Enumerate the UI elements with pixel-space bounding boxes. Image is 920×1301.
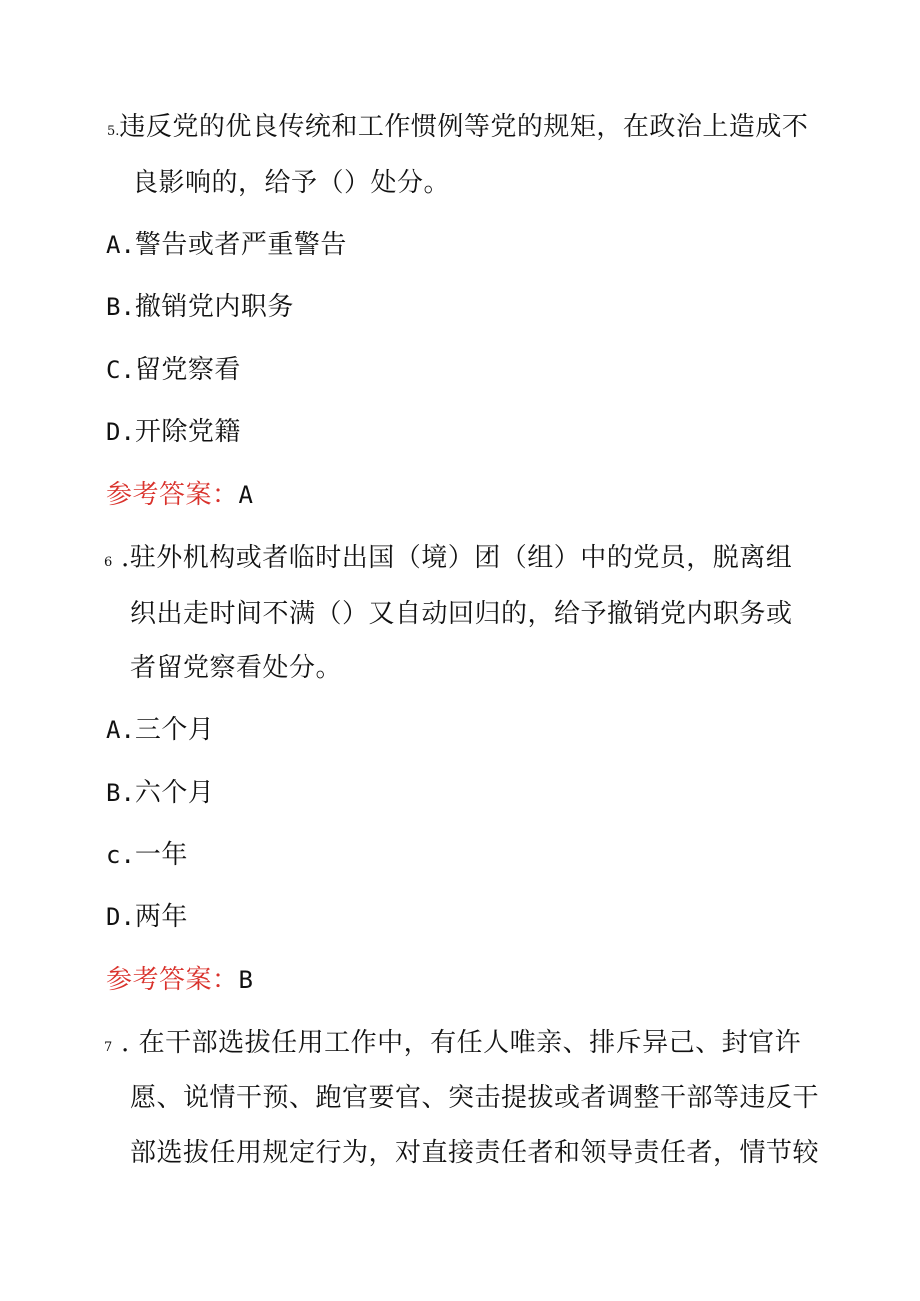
question-6-stem-line-1 <box>104 541 792 580</box>
option-letter: C. <box>106 356 135 384</box>
answer-value: B <box>238 966 254 994</box>
question-6-option-a <box>106 713 214 747</box>
option-text: 两年 <box>134 902 188 932</box>
question-6-stem-line-3: 者留党察看处分。 <box>130 653 343 683</box>
option-text: 三个月 <box>134 715 215 745</box>
question-5-number: 5. <box>107 124 120 139</box>
question-5-stem-text-1: 违反党的优良传统和工作惯例等党的规矩，在政治上造成不 <box>119 112 809 142</box>
option-letter: B. <box>106 779 135 807</box>
option-letter: c. <box>106 841 135 869</box>
option-letter: D. <box>106 418 135 446</box>
answer-label: 参考答案： <box>106 480 239 510</box>
question-7-stem-text-1: . 在干部选拔任用工作中，有任人唯亲、排斥异己、封官许 <box>121 1028 802 1058</box>
option-text: 开除党籍 <box>134 417 241 447</box>
option-text: 警告或者严重警告 <box>134 230 347 260</box>
question-7-number: 7 <box>104 1040 113 1055</box>
question-5-stem-line-1 <box>107 110 808 149</box>
option-text: 撤销党内职务 <box>134 292 294 322</box>
question-5-stem-line-2: 良影响的，给予（）处分。 <box>132 168 451 198</box>
question-6-option-c <box>106 838 188 872</box>
question-7-stem-line-2: 愿、说情干预、跑官要官、突击提拔或者调整干部等违反干 <box>130 1083 820 1113</box>
question-5-answer <box>106 478 253 512</box>
answer-value: A <box>238 481 254 509</box>
option-letter: A. <box>106 231 135 259</box>
option-text: 六个月 <box>134 778 215 808</box>
question-6-option-b <box>106 776 214 810</box>
question-7-stem-line-1 <box>104 1026 801 1065</box>
question-5-option-d <box>106 415 241 449</box>
question-6-option-d <box>106 900 188 934</box>
question-5-option-b <box>106 290 294 324</box>
question-5-option-c <box>106 353 241 387</box>
option-text: 留党察看 <box>134 355 241 385</box>
question-6-answer <box>106 963 253 997</box>
option-letter: A. <box>106 716 135 744</box>
option-letter: B. <box>106 293 135 321</box>
question-5-option-a <box>106 228 347 262</box>
question-6-number: 6 <box>104 555 113 570</box>
option-text: 一年 <box>134 840 188 870</box>
question-6-stem-line-2: 织出走时间不满（）又自动回归的，给予撤销党内职务或 <box>130 599 793 629</box>
question-6-stem-text-1: .驻外机构或者临时出国（境）团（组）中的党员，脱离组 <box>121 543 793 573</box>
option-letter: D. <box>106 903 135 931</box>
answer-label: 参考答案： <box>106 965 239 995</box>
question-7-stem-line-3: 部选拔任用规定行为，对直接责任者和领导责任者，情节较 <box>130 1138 820 1168</box>
